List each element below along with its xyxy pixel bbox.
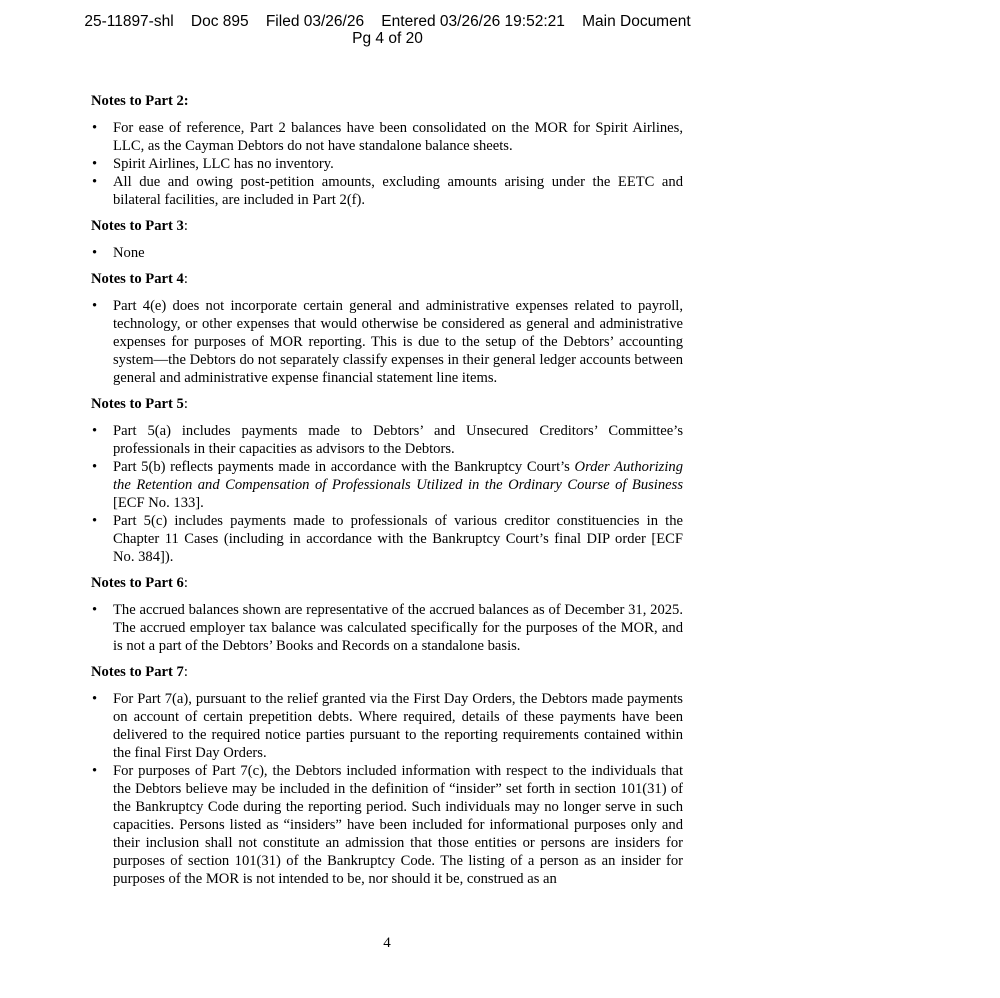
page-count: Pg 4 of 20 [352, 30, 423, 47]
list-item: • For purposes of Part 7(c), the Debtors included information with respect to the individuals that the Debtors believe may be included in the definition of “insider” set forth in section 101(31) of the Bankruptcy Code during the reporting period. Such individuals may no longer serve in such capacities. Persons listed as “insiders” have been included for informational purposes only and their inclusion shall not constitute an admission that those entities or persons are insiders for purposes of section 101(31) of the Bankruptcy Code. The listing of a person as an insider for purposes of the MOR is not intended to be, nor should it be, construed as an [91, 762, 683, 888]
notes-list-part-3 [91, 244, 683, 262]
notes-list-part-6 [91, 601, 683, 655]
page-number: 4 [383, 935, 391, 951]
notes-list-part-7 [91, 690, 683, 888]
court-filing-header [0, 13, 775, 47]
list-item: • Spirit Airlines, LLC has no inventory. [91, 155, 683, 173]
section-heading-part-3: Notes to Part 3: [91, 218, 188, 234]
list-item: • For Part 7(a), pursuant to the relief granted via the First Day Orders, the Debtors made payments on account of certain prepetition debts. Where required, details of these payments have been delivered to the required notice parties pursuant to the reporting requirements contained within the final First Day Orders. [91, 690, 683, 762]
list-item: • Part 5(b) reflects payments made in accordance with the Bankruptcy Court’s Order Authorizing the Retention and Compensation of Professionals Utilized in the Ordinary Course of Business [ECF No. 133]. [91, 458, 683, 512]
order-title: Order Authorizing the Retention and Compensation of Professionals Utilized in the Ordinary Course of Business [113, 459, 684, 493]
list-item: • All due and owing post-petition amounts, excluding amounts arising under the EETC and bilateral facilities, are included in Part 2(f). [91, 173, 683, 209]
section-heading-part-2: Notes to Part 2: [91, 93, 189, 109]
list-item: • Part 5(a) includes payments made to Debtors’ and Unsecured Creditors’ Committee’s professionals in their capacities as advisors to the Debtors. [91, 422, 683, 458]
list-item: • Part 5(c) includes payments made to professionals of various creditor constituencies in the Chapter 11 Cases (including in accordance with the Bankruptcy Court’s final DIP order [ECF No. 384]). [91, 512, 683, 566]
notes-list-part-2 [91, 119, 683, 209]
list-item: • None [91, 244, 683, 262]
list-item: • The accrued balances shown are representative of the accrued balances as of December 31, 2025. The accrued employer tax balance was calculated specifically for the purposes of the MOR, and is not a part of the Debtors’ Books and Records on a standalone basis. [91, 601, 683, 655]
document-body [91, 92, 683, 896]
section-heading-part-4: Notes to Part 4: [91, 271, 188, 287]
section-heading-part-6: Notes to Part 6: [91, 575, 188, 591]
section-heading-part-5: Notes to Part 5: [91, 396, 188, 412]
list-item: • Part 4(e) does not incorporate certain general and administrative expenses related to payroll, technology, or other expenses that would otherwise be considered as general and administrative expenses for purposes of MOR reporting. This is due to the setup of the Debtors’ accounting system—the Debtors do not separately classify expenses in their general ledger accounts between general and administrative expense financial statement line items. [91, 297, 683, 387]
list-item: • For ease of reference, Part 2 balances have been consolidated on the MOR for Spirit Airlines, LLC, as the Cayman Debtors do not have standalone balance sheets. [91, 119, 683, 155]
notes-list-part-5 [91, 422, 683, 566]
notes-list-part-4 [91, 297, 683, 387]
filing-stamp-line: 25-11897-shl Doc 895 Filed 03/26/26 Entered 03/26/26 19:52:21 Main Document [84, 13, 691, 30]
section-heading-part-7: Notes to Part 7: [91, 664, 188, 680]
